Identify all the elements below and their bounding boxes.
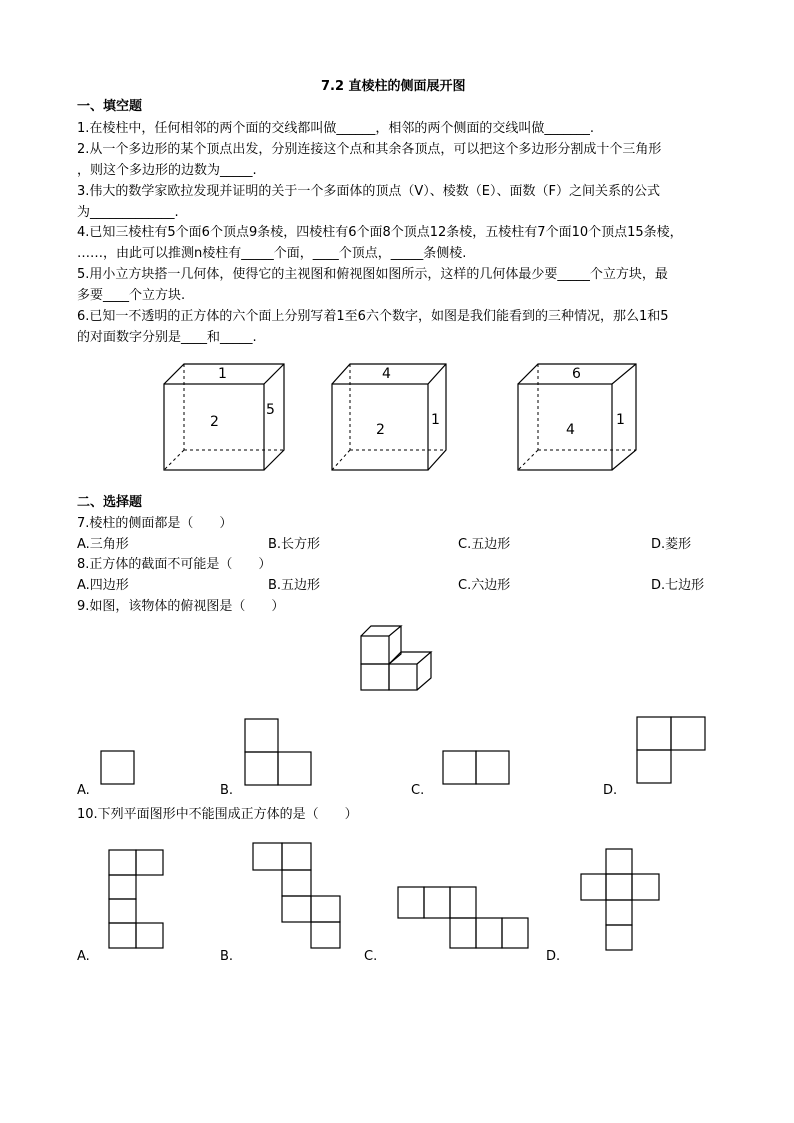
q10-option-a: A. xyxy=(77,949,90,964)
q10-option-c-net xyxy=(397,886,531,950)
cube2-side-number: 1 xyxy=(431,412,440,428)
q7-option-c: C.五边形 xyxy=(458,537,511,552)
q10-option-d: D. xyxy=(546,949,561,964)
cube1-front-number: 2 xyxy=(210,414,219,430)
q8-stem: 8.正方体的截面不可能是（ ） xyxy=(77,557,272,572)
q10-option-b-net xyxy=(252,842,344,950)
q6-line2: 的对面数字分别是____和_____. xyxy=(77,330,257,345)
q6-line1: 6.已知一不透明的正方体的六个面上分别写着1至6六个数字，如图是我们能看到的三种情况，那么1和5 xyxy=(77,309,669,324)
cube3-side-number: 1 xyxy=(616,412,625,428)
q4-line1: 4.已知三棱柱有5个面6个顶点9条棱，四棱柱有6个面8个顶点12条棱，五棱柱有7个面10个顶点15条棱， xyxy=(77,225,683,240)
q10-option-d-net xyxy=(580,848,664,952)
cube-figure-3 xyxy=(516,362,640,474)
q4-line2: ……，由此可以推测n棱柱有_____个面，____个顶点，_____条侧棱. xyxy=(77,246,467,261)
q7-option-a: A.三角形 xyxy=(77,537,129,552)
cube-figure-2 xyxy=(328,362,448,474)
q7-stem: 7.棱柱的侧面都是（ ） xyxy=(77,516,233,531)
q9-solid-figure xyxy=(358,624,438,694)
q1-line: 1.在棱柱中，任何相邻的两个面的交线都叫做______，相邻的两个侧面的交线叫做_______. xyxy=(77,121,595,136)
q2-line2: ，则这个多边形的边数为_____. xyxy=(77,163,257,178)
q9-option-b-figure xyxy=(244,718,314,788)
q9-option-c-figure xyxy=(442,750,512,786)
q3-line1: 3.伟大的数学家欧拉发现并证明的关于一个多面体的顶点（V）、棱数（E）、面数（F）之间关系的公式 xyxy=(77,184,660,199)
q8-option-a: A.四边形 xyxy=(77,578,129,593)
q2-line1: 2.从一个多边形的某个顶点出发，分别连接这个点和其余各顶点，可以把这个多边形分割成十个三角形 xyxy=(77,142,662,157)
q9-option-d-figure xyxy=(636,716,708,786)
q8-option-b: B.五边形 xyxy=(268,578,321,593)
page-title: 7.2 直棱柱的侧面展开图 xyxy=(321,79,466,94)
q9-option-b: B. xyxy=(220,783,234,798)
section2-heading: 二、选择题 xyxy=(77,495,143,510)
q10-stem: 10.下列平面图形中不能围成正方体的是（ ） xyxy=(77,807,358,822)
q8-option-d: D.七边形 xyxy=(651,578,705,593)
q7-option-b: B.长方形 xyxy=(268,537,321,552)
cube3-front-number: 4 xyxy=(566,422,575,438)
q9-option-a-figure xyxy=(100,750,136,786)
cube1-side-number: 5 xyxy=(266,402,275,418)
cube1-top-number: 1 xyxy=(218,366,227,382)
q10-option-a-net xyxy=(108,849,168,951)
q5-line2: 多要____个立方块. xyxy=(77,288,186,303)
q9-option-d: D. xyxy=(603,783,618,798)
q9-stem: 9.如图，该物体的俯视图是（ ） xyxy=(77,599,285,614)
q5-line1: 5.用小立方块搭一几何体，使得它的主视图和俯视图如图所示，这样的几何体最少要_____个立方块，最 xyxy=(77,267,668,282)
q9-option-a: A. xyxy=(77,783,90,798)
cube2-front-number: 2 xyxy=(376,422,385,438)
q9-option-c: C. xyxy=(411,783,425,798)
cube3-top-number: 6 xyxy=(572,366,581,382)
q3-line2: 为_____________. xyxy=(77,205,179,220)
q8-option-c: C.六边形 xyxy=(458,578,511,593)
cube2-top-number: 4 xyxy=(382,366,391,382)
section1-heading: 一、填空题 xyxy=(77,99,143,114)
cube-figure-1 xyxy=(160,362,280,474)
q7-option-d: D.菱形 xyxy=(651,537,692,552)
q10-option-b: B. xyxy=(220,949,234,964)
q10-option-c: C. xyxy=(364,949,378,964)
